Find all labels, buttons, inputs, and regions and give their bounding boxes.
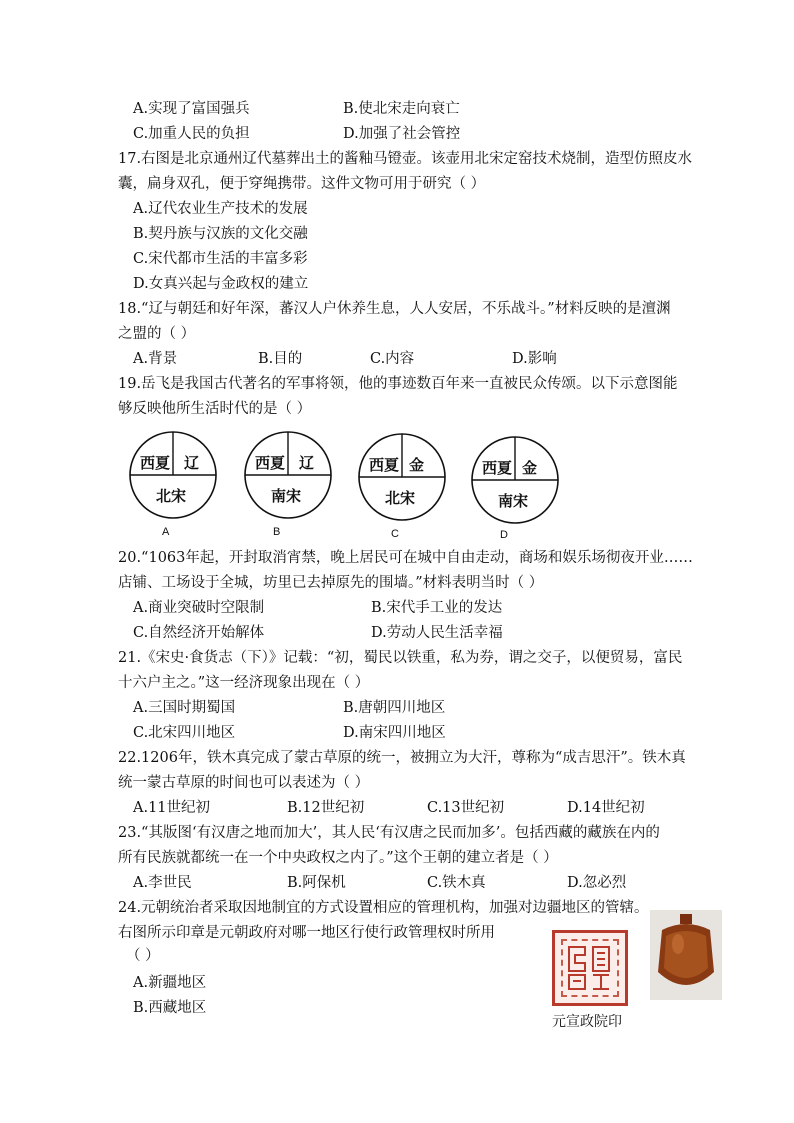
q16-option-d: D.加强了社会管控: [343, 126, 461, 142]
diagram-b-letter: B: [273, 526, 281, 538]
q19-stem-line2: 够反映他所生活时代的是（ ）: [118, 401, 312, 417]
q17-stem-line2: 囊，扁身双孔，便于穿绳携带。这件文物可用于研究（ ）: [118, 176, 486, 192]
q24-stem-line1: 24.元朝统治者采取因地制宜的方式设置相应的管理机构，加强对边疆地区的管辖。: [118, 900, 649, 916]
diagram-d-letter: D: [500, 529, 508, 541]
diagram-c-left: 西夏: [369, 456, 400, 474]
seal-caption: 元宣政院印: [552, 1014, 622, 1030]
q20-option-a: A.商业突破时空限制: [133, 600, 265, 616]
q17-option-c: C.宋代都市生活的丰富多彩: [133, 251, 308, 267]
q16-option-c: C.加重人民的负担: [133, 126, 250, 142]
diagram-d: [470, 435, 566, 545]
q21-stem-line1: 21.《宋史·食货志（下）》记载：“初，蜀民以铁重，私为券，谓之交子，以便贸易，富民: [118, 650, 683, 666]
q16-option-b: B.使北宋走向衰亡: [343, 101, 460, 117]
diagram-a-right: 辽: [184, 454, 200, 472]
q20-option-b: B.宋代手工业的发达: [371, 600, 503, 616]
diagram-d-right: 金: [522, 459, 538, 477]
q22-option-c: C.13世纪初: [427, 800, 505, 816]
diagram-b-left: 西夏: [255, 454, 286, 472]
q22-option-b: B.12世纪初: [287, 800, 365, 816]
q22-option-d: D.14世纪初: [567, 800, 645, 816]
diagram-d-left: 西夏: [482, 459, 513, 477]
pot-illustration: [650, 910, 722, 1000]
q18-option-b: B.目的: [258, 351, 303, 367]
q18-option-d: D.影响: [512, 351, 557, 367]
q24-option-a: A.新疆地区: [133, 975, 207, 991]
q23-stem-line2: 所有民族就都统一在一个中央政权之内了。”这个王朝的建立者是（ ）: [118, 850, 558, 866]
q23-option-c: C.铁木真: [427, 875, 486, 891]
q17-option-d: D.女真兴起与金政权的建立: [133, 276, 309, 292]
diagram-b-right: 辽: [299, 454, 315, 472]
q22-stem-line2: 统一蒙古草原的时间也可以表述为（ ）: [118, 775, 370, 791]
seal-pattern: [555, 933, 625, 1003]
seal-image: [552, 930, 628, 1006]
q23-option-b: B.阿保机: [287, 875, 346, 891]
q17-option-b: B.契丹族与汉族的文化交融: [133, 226, 308, 242]
diagram-d-bottom: 南宋: [498, 492, 529, 510]
q24-stem-line3: （ ）: [126, 948, 160, 964]
q23-option-d: D.忽必烈: [567, 875, 627, 891]
q23-stem-line1: 23.“其版图‘有汉唐之地而加大’，其人民‘有汉唐之民而加多’。包括西藏的藏族在内的: [118, 825, 660, 841]
q18-stem-line1: 18.“辽与朝廷和好年深，蕃汉人户休养生息，人人安居，不乐战斗。”材料反映的是澶渊: [118, 301, 671, 317]
q18-stem-line2: 之盟的（ ）: [118, 326, 196, 342]
circle-diagram-b: [243, 430, 333, 520]
diagram-a-letter: A: [162, 526, 170, 538]
q20-stem-line2: 店铺、工场设于全城，坊里已去掉原先的围墙。”材料表明当时（ ）: [118, 575, 544, 591]
circle-diagram-a: [128, 430, 218, 520]
pot-image: [650, 910, 722, 1000]
diagram-c-letter: C: [391, 528, 399, 540]
q18-option-a: A.背景: [133, 351, 178, 367]
q22-option-a: A.11世纪初: [133, 800, 211, 816]
q18-option-c: C.内容: [370, 351, 415, 367]
diagram-b-bottom: 南宋: [271, 487, 302, 505]
diagram-c: [357, 432, 453, 542]
q16-option-a: A.实现了富国强兵: [133, 101, 250, 117]
q17-stem-line1: 17.右图是北京通州辽代墓葬出土的酱釉马镫壶。该壶用北宋定窑技术烧制，造型仿照皮水: [118, 151, 693, 167]
q21-stem-line2: 十六户主之。”这一经济现象出现在（ ）: [118, 675, 370, 691]
q20-stem-line1: 20.“1063年起，开封取消宵禁，晚上居民可在城中自由走动，商场和娱乐场彻夜开业……: [118, 550, 693, 566]
q17-option-a: A.辽代农业生产技术的发展: [133, 201, 308, 217]
q20-option-d: D.劳动人民生活幸福: [371, 625, 503, 641]
diagram-c-right: 金: [409, 456, 425, 474]
q21-option-c: C.北宋四川地区: [133, 725, 236, 741]
diagram-a-bottom: 北宋: [156, 487, 187, 505]
diagram-b: [243, 430, 339, 540]
q21-option-d: D.南宋四川地区: [343, 725, 446, 741]
q23-option-a: A.李世民: [133, 875, 192, 891]
circle-diagram-c: [357, 432, 447, 522]
q20-option-c: C.自然经济开始解体: [133, 625, 265, 641]
diagram-c-bottom: 北宋: [385, 489, 416, 507]
diagram-a: [128, 430, 224, 540]
q21-option-b: B.唐朝四川地区: [343, 700, 446, 716]
diagram-a-left: 西夏: [140, 454, 171, 472]
q22-stem-line1: 22.1206年，铁木真完成了蒙古草原的统一，被拥立为大汗，尊称为“成吉思汗”。铁木真: [118, 750, 686, 766]
q21-option-a: A.三国时期蜀国: [133, 700, 236, 716]
circle-diagram-d: [470, 435, 560, 525]
q24-option-b: B.西藏地区: [133, 1000, 207, 1016]
q24-stem-line2: 右图所示印章是元朝政府对哪一地区行使行政管理权时所用: [118, 925, 495, 941]
q19-stem-line1: 19.岳飞是我国古代著名的军事将领，他的事迹数百年来一直被民众传颂。以下示意图能: [118, 376, 678, 392]
